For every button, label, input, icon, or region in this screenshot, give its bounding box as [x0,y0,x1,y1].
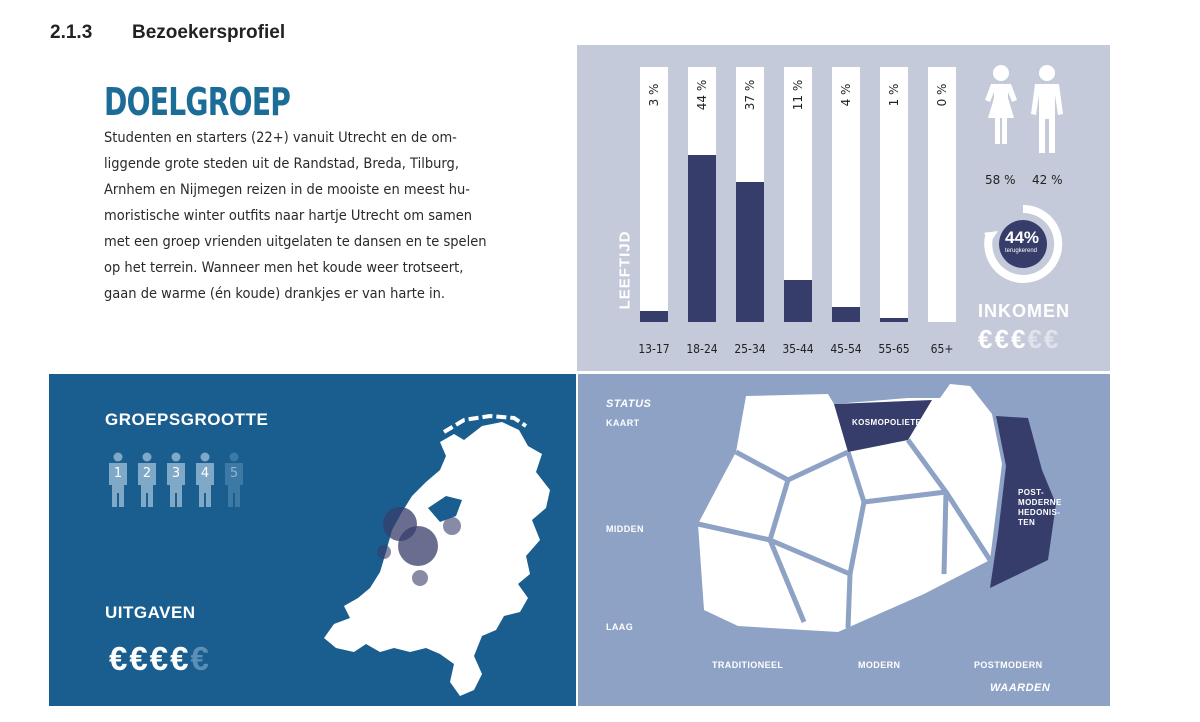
doelgroep-title: DOELGROEP [104,80,291,124]
age-bar [736,67,764,322]
status-level-midden: MIDDEN [606,524,644,534]
person-icon [165,452,187,508]
segment-postmoderne-hedonisten: POST- MODERNE HEDONIS- TEN [1018,488,1062,527]
age-bar-fill [784,280,812,322]
group-spending-panel [49,374,576,706]
age-bar-value: 11 % [791,79,805,111]
doelgroep-line: gaan de warme (én koude) drankjes er van harte in. [104,286,446,302]
age-bar-category: 18-24 [686,342,718,356]
doelgroep-line: liggende grote steden uit de Randstad, Breda, Tilburg, [104,156,460,172]
euro-icon: € [978,324,995,354]
value-level-postmodern: POSTMODERN [974,660,1043,670]
status-values-panel [578,374,1110,706]
person-icon [107,452,129,508]
age-bar [640,67,668,322]
age-bar-value: 3 % [647,83,661,107]
age-bar-category: 65+ [930,342,954,356]
gender-icons [977,63,1077,175]
age-bar-category: 13-17 [638,342,670,356]
euro-icon: € [1027,324,1044,354]
age-bar [832,67,860,322]
income-euro-rating [978,324,1060,355]
age-bar-value: 0 % [935,83,949,107]
age-bar-value: 1 % [887,83,901,107]
status-level-laag: LAAG [606,622,634,632]
spending-euro-rating [109,640,211,678]
age-bar-value: 4 % [839,83,853,107]
euro-icon: € [190,640,211,677]
age-axis-label: LEEFTIJD [616,230,634,310]
age-income-panel [577,45,1110,371]
male-icon [1031,65,1063,153]
status-axis-title: STATUS [606,398,652,410]
person-number: 4 [200,466,210,481]
doelgroep-body [104,125,544,307]
age-bar [784,67,812,322]
age-bar [880,67,908,322]
age-bar-category: 55-65 [878,342,910,356]
doelgroep-line: op het terrein. Wanneer men het koude weer trotseert, [104,260,464,276]
euro-icon: € [129,640,150,677]
age-bar-category: 45-54 [830,342,862,356]
netherlands-map [314,412,574,704]
age-bar-fill [736,182,764,322]
female-percentage: 58 % [985,173,1016,187]
age-bar-fill [880,318,908,322]
person-icon [136,452,158,508]
returning-percentage: 44% [1005,228,1040,247]
female-icon [985,65,1017,144]
euro-icon: € [149,640,171,677]
doelgroep-line: Arnhem en Nijmegen reizen in de mooiste en meest hu- [104,182,470,198]
age-bar-category: 35-44 [782,342,814,356]
person-number: 3 [171,466,181,481]
male-percentage: 42 % [1032,173,1063,187]
person-number: 5 [229,466,239,481]
status-level-kaart: KAART [606,418,640,428]
group-size-label: GROEPSGROOTTE [105,410,269,429]
person-icon [194,452,216,508]
value-level-traditioneel: TRADITIONEEL [712,660,784,670]
euro-icon: € [170,640,191,677]
values-axis-title: WAARDEN [990,682,1051,694]
income-label: INKOMEN [978,301,1070,321]
age-bar [928,67,956,322]
doelgroep-line: met een groep vrienden uitgelaten te dansen en te spelen [104,234,487,250]
spending-label: UITGAVEN [105,603,196,622]
age-bar-fill [688,155,716,322]
person-icon [223,452,245,508]
returning-label: terugkerend [1005,248,1038,254]
age-bar-value: 44 % [695,79,709,111]
age-bar-fill [640,311,668,322]
segment-kosmopolieten: KOSMOPOLIETEN [852,418,928,427]
doelgroep-line: moristische winter outfits naar hartje Utrecht om samen [104,208,473,224]
euro-icon: € [1043,324,1061,354]
age-bar [688,67,716,322]
segment-map [578,374,1110,706]
group-size-icons [107,452,257,512]
person-number: 1 [113,466,123,481]
euro-icon: € [994,324,1011,354]
age-bar-value: 37 % [743,79,757,111]
person-number: 2 [142,466,152,481]
doelgroep-line: Studenten en starters (22+) vanuit Utrecht en de om- [104,130,457,146]
age-bar-chart [577,45,977,371]
euro-icon: € [109,640,130,677]
age-bar-category: 25-34 [734,342,766,356]
euro-icon: € [1010,324,1028,354]
section-number: 2.1.3 [50,22,93,43]
value-level-modern: MODERN [858,660,901,670]
age-bar-fill [832,307,860,322]
section-title: Bezoekersprofiel [132,22,286,43]
